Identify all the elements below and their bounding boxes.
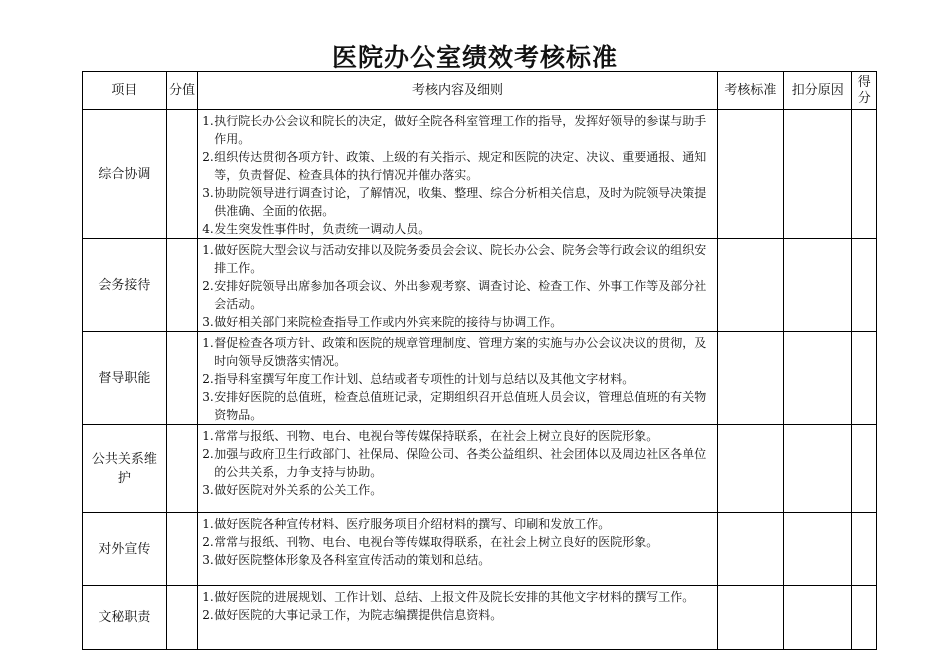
criteria-item — [202, 388, 712, 424]
score-cell — [852, 332, 877, 425]
header-standard: 考核标准 — [717, 72, 783, 110]
criteria-text: 做好医院的进展规划、工作计划、总结、上报文件及院长安排的其他文字材料的撰写工作。 — [214, 590, 695, 604]
criteria-list — [202, 112, 712, 238]
criteria-list — [202, 241, 712, 331]
criteria-text: 做好医院大型会议与活动安排以及院务委员会会议、院长办公会、院务会等行政会议的组织安排工作。 — [214, 243, 707, 275]
category-cell: 对外宣传 — [83, 513, 167, 586]
standard-cell — [717, 425, 783, 513]
criteria-text: 安排好医院的总值班，检查总值班记录，定期组织召开总值班人员会议，管理总值班的有关物资物品。 — [214, 390, 707, 422]
header-row — [83, 72, 877, 110]
score-value-cell — [166, 425, 198, 513]
criteria-number: 2. — [202, 279, 214, 293]
header-score: 得分 — [852, 72, 877, 110]
deduction-reason-cell — [784, 425, 852, 513]
score-cell — [852, 586, 877, 650]
standard-cell — [717, 110, 783, 239]
criteria-text: 组织传达贯彻各项方针、政策、上级的有关指示、规定和医院的决定、决议、重要通报、通知等，负责督促、检查具体的执行情况并催办落实。 — [214, 150, 707, 182]
deduction-reason-cell — [784, 239, 852, 332]
header-content: 考核内容及细则 — [198, 72, 717, 110]
criteria-item — [202, 241, 712, 277]
criteria-number: 3. — [202, 483, 214, 497]
criteria-text: 做好医院各种宣传材料、医疗服务项目介绍材料的撰写、印刷和发放工作。 — [214, 517, 611, 531]
criteria-number: 2. — [202, 372, 214, 386]
criteria-text: 安排好院领导出席参加各项会议、外出参观考察、调查讨论、检查工作、外事工作等及部分社会活动。 — [214, 279, 707, 311]
criteria-number: 4. — [202, 222, 214, 236]
deduction-reason-cell — [784, 110, 852, 239]
score-cell — [852, 513, 877, 586]
criteria-text: 执行院长办公会议和院长的决定，做好全院各科室管理工作的指导，发挥好领导的参谋与助手作用。 — [214, 114, 707, 146]
header-deduction-reason: 扣分原因 — [784, 72, 852, 110]
table-row — [83, 586, 877, 650]
score-value-cell — [166, 110, 198, 239]
category-cell: 综合协调 — [83, 110, 167, 239]
deduction-reason-cell — [784, 513, 852, 586]
criteria-text: 做好医院对外关系的公关工作。 — [214, 483, 383, 497]
score-value-cell — [166, 513, 198, 586]
standard-cell — [717, 332, 783, 425]
criteria-item — [202, 515, 712, 533]
criteria-number: 1. — [202, 336, 214, 350]
criteria-number: 3. — [202, 390, 214, 404]
criteria-text: 做好相关部门来院检查指导工作或内外宾来院的接待与协调工作。 — [214, 315, 563, 329]
content-cell — [198, 110, 717, 239]
criteria-item — [202, 184, 712, 220]
table-row — [83, 513, 877, 586]
table-row — [83, 332, 877, 425]
score-value-cell — [166, 332, 198, 425]
criteria-number: 1. — [202, 243, 214, 257]
criteria-number: 1. — [202, 517, 214, 531]
criteria-list — [202, 334, 712, 424]
criteria-number: 1. — [202, 429, 214, 443]
criteria-number: 1. — [202, 590, 214, 604]
criteria-list — [202, 588, 712, 624]
criteria-text: 协助院领导进行调查讨论，了解情况，收集、整理、综合分析相关信息，及时为院领导决策提供准确、全面的依据。 — [214, 186, 707, 218]
criteria-number: 2. — [202, 608, 214, 622]
standard-cell — [717, 239, 783, 332]
criteria-text: 督促检查各项方针、政策和医院的规章管理制度、管理方案的实施与办公会议决议的贯彻，及时向领导反馈落实情况。 — [214, 336, 707, 368]
criteria-number: 2. — [202, 447, 214, 461]
criteria-item — [202, 334, 712, 370]
criteria-item — [202, 606, 712, 624]
criteria-number: 3. — [202, 186, 214, 200]
criteria-item — [202, 588, 712, 606]
criteria-list — [202, 515, 712, 569]
table-row — [83, 425, 877, 513]
deduction-reason-cell — [784, 332, 852, 425]
standard-cell — [717, 586, 783, 650]
criteria-list — [202, 427, 712, 499]
category-cell: 会务接待 — [83, 239, 167, 332]
criteria-item — [202, 533, 712, 551]
category-cell: 文秘职责 — [83, 586, 167, 650]
criteria-item — [202, 481, 712, 499]
criteria-number: 2. — [202, 535, 214, 549]
criteria-item — [202, 277, 712, 313]
criteria-item — [202, 220, 712, 238]
content-cell — [198, 586, 717, 650]
criteria-text: 指导科室撰写年度工作计划、总结或者专项性的计划与总结以及其他文字材料。 — [214, 372, 635, 386]
header-score-value: 分值 — [166, 72, 198, 110]
deduction-reason-cell — [784, 586, 852, 650]
criteria-number: 3. — [202, 553, 214, 567]
header-item: 项目 — [83, 72, 167, 110]
table-row — [83, 110, 877, 239]
table-row — [83, 239, 877, 332]
score-cell — [852, 239, 877, 332]
criteria-item — [202, 148, 712, 184]
criteria-item — [202, 313, 712, 331]
assessment-table — [82, 71, 877, 650]
criteria-text: 发生突发性事件时，负责统一调动人员。 — [214, 222, 431, 236]
content-cell — [198, 425, 717, 513]
criteria-text: 常常与报纸、刊物、电台、电视台等传媒取得联系，在社会上树立良好的医院形象。 — [214, 535, 659, 549]
criteria-number: 1. — [202, 114, 214, 128]
page-title: 医院办公室绩效考核标准 — [331, 43, 618, 72]
content-cell — [198, 332, 717, 425]
score-cell — [852, 425, 877, 513]
content-cell — [198, 239, 717, 332]
score-value-cell — [166, 239, 198, 332]
criteria-item — [202, 551, 712, 569]
criteria-text: 做好医院的大事记录工作，为院志编撰提供信息资料。 — [214, 608, 503, 622]
score-cell — [852, 110, 877, 239]
criteria-item — [202, 427, 712, 445]
criteria-number: 3. — [202, 315, 214, 329]
criteria-text: 做好医院整体形象及各科室宣传活动的策划和总结。 — [214, 553, 491, 567]
criteria-text: 加强与政府卫生行政部门、社保局、保险公司、各类公益组织、社会团体以及周边社区各单位的公共关系，力争支持与协助。 — [214, 447, 707, 479]
standard-cell — [717, 513, 783, 586]
criteria-text: 常常与报纸、刊物、电台、电视台等传媒保持联系，在社会上树立良好的医院形象。 — [214, 429, 659, 443]
score-value-cell — [166, 586, 198, 650]
category-cell: 督导职能 — [83, 332, 167, 425]
criteria-item — [202, 112, 712, 148]
content-cell — [198, 513, 717, 586]
criteria-number: 2. — [202, 150, 214, 164]
criteria-item — [202, 370, 712, 388]
criteria-item — [202, 445, 712, 481]
category-cell: 公共关系维护 — [83, 425, 167, 513]
